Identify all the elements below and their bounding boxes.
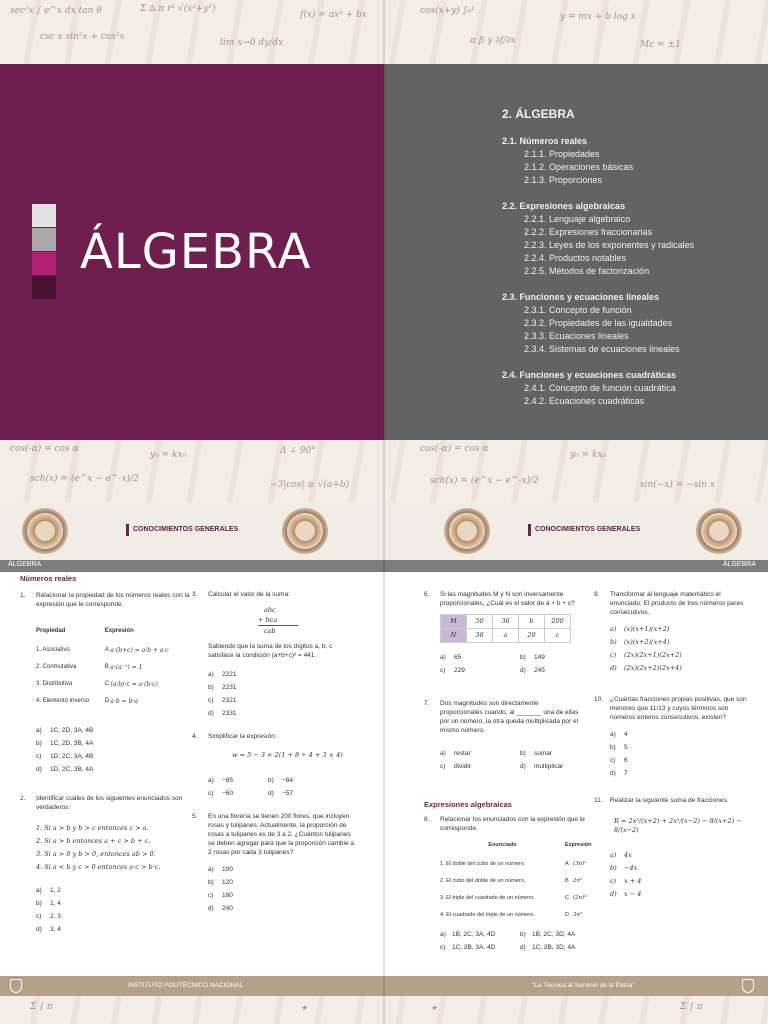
question-number: 7. (424, 700, 430, 707)
answer-option[interactable]: a) 2221 (208, 671, 237, 678)
question-7 (424, 699, 580, 771)
answer-option[interactable]: c) 1D, 2C, 3A, 4B (36, 753, 94, 760)
table-row (36, 693, 186, 710)
answer-option[interactable]: d) 7 (610, 770, 628, 777)
toc-item[interactable]: 2.3.1. Concepto de función (524, 305, 632, 315)
question-number: 2. (20, 795, 26, 802)
table-cell: N (441, 629, 467, 643)
table-row (440, 890, 600, 907)
table-row (441, 629, 571, 643)
answer-option[interactable]: d) 240 (208, 905, 233, 912)
answer-option[interactable]: d) 1D, 2C, 3B, 4A (36, 766, 94, 773)
toc-item[interactable]: 2.2.2. Expresiones fraccionarias (524, 227, 653, 237)
table-cell: b (519, 615, 545, 629)
section-name: ÁLGEBRA (8, 561, 42, 568)
left-exercise-page (0, 572, 384, 976)
table-cell: 36 (493, 615, 519, 629)
table-cell: C (104, 681, 110, 687)
table-cell: 3. El triple del cuadrado de un número. (440, 895, 535, 901)
left-section-bar (0, 560, 384, 572)
toc-section[interactable]: 2.1. Números reales (502, 136, 588, 146)
toc-section[interactable]: 2.3. Funciones y ecuaciones lineales (502, 292, 660, 302)
table-of-contents-page (384, 64, 768, 440)
table-cell: 3. Distributiva (36, 681, 73, 687)
answer-option[interactable]: b) sumar (520, 750, 553, 757)
table-cell: A (564, 861, 569, 867)
answer-option[interactable]: b) 1, 4 (36, 900, 61, 907)
answer-option[interactable]: a) 4x (610, 851, 632, 859)
toc-section[interactable]: 2.4. Funciones y ecuaciones cuadráticas (502, 370, 677, 380)
question-number: 8. (424, 816, 430, 823)
shield-icon (742, 979, 754, 993)
column-header: Enunciado (488, 842, 517, 848)
column-header: Expresión (104, 628, 134, 634)
toc-item[interactable]: 2.2.1. Lenguaje algebraico (524, 214, 631, 224)
math-pattern-middle: cos(-α) = cos α y₀ = kx₀ Δ ∠ 90° cos(-α) = cos α y₀ = kx₀ sch(x) = (e^x − e^-x)/2 −3|cos| ≥ √(a+b) sch(x) = (e^x − e^-x)/2 sin(−x) = −sin x (0, 440, 768, 502)
answer-option[interactable]: d) 2331 (208, 710, 237, 717)
table-cell: 2. Conmutativa (36, 664, 77, 670)
answer-option[interactable]: b) 1C, 2D, 3B, 4A (36, 740, 94, 747)
table-cell: 36 (467, 629, 493, 643)
question-text: Relacionar los enunciados con la expresión que le corresponde. (440, 816, 585, 832)
answer-option[interactable]: b) (x)(x+2)(x+4) (610, 638, 670, 646)
answer-option[interactable]: a) 100 (208, 866, 233, 873)
table-cell: 20 (519, 629, 545, 643)
table-cell: 50 (467, 615, 493, 629)
expression: R = 2x²/(x+2) + 2x²/(x−2) − 8/(x+2) − 8/(x−2) (614, 817, 742, 834)
toc-item[interactable]: 2.2.4. Productos notables (524, 253, 627, 263)
color-bar (32, 228, 56, 251)
sum-line: abc (264, 606, 276, 614)
table-cell: (a·b)·c = a·(b·c) (110, 681, 158, 688)
toc-item[interactable]: 2.1.1. Propiedades (524, 149, 600, 159)
left-footer (0, 976, 384, 996)
answer-option[interactable]: b) 120 (208, 879, 233, 886)
medallion-icon (22, 508, 68, 554)
question-number: 4. (192, 733, 198, 740)
match-table (36, 627, 186, 710)
answer-option[interactable]: a) (x)(x+1)(x+2) (610, 625, 670, 633)
table-cell: M (441, 615, 467, 629)
answer-option[interactable]: d) −57 (268, 790, 294, 797)
answer-option[interactable]: a) 1, 2 (36, 887, 61, 894)
sum-line: cab (258, 625, 298, 636)
table-cell: a·b = b·a (110, 698, 138, 705)
right-section-bar (384, 560, 768, 572)
math-pattern-top: sec²x ∫ e^x dx tan θ Σ ∆ π r² √(x²+y²) f(x) = ax² + bx cos(x+y) ∫₀¹ y = mx + b log x csc x sin²x + cos²x lim x→0 dy/dx α β γ ∂f/∂x Mc = ±1 (0, 0, 768, 64)
question-10 (594, 695, 750, 778)
table-cell: A (104, 647, 109, 653)
answer-option[interactable]: b) 2231 (208, 684, 237, 691)
table-cell: a (493, 629, 519, 643)
color-bar (32, 252, 56, 275)
answer-option[interactable]: c) dividir (440, 763, 471, 770)
table-cell: 1. El doble del cubo de un número. (440, 861, 526, 867)
section-heading: Expresiones algebraicas (424, 800, 512, 809)
table-row (441, 615, 571, 629)
answer-option[interactable]: c) 2321 (208, 697, 237, 704)
column-header: Expresión (564, 842, 592, 848)
table-cell: D (104, 698, 110, 704)
proportion-table (440, 614, 571, 643)
question-number: 10. (594, 696, 604, 703)
toc-item[interactable]: 2.4.2. Ecuaciones cuadráticas (524, 396, 645, 406)
color-bar (32, 204, 56, 227)
answer-option[interactable]: c) 229 (440, 667, 465, 674)
footer-text: "La Técnica al Servicio de la Patria" (532, 982, 635, 989)
answer-option[interactable]: c) −60 (208, 790, 234, 797)
cover-page (0, 64, 384, 440)
table-cell: 3n² (572, 912, 583, 918)
answer-option[interactable]: c) 2, 3 (36, 913, 61, 920)
shield-icon (10, 979, 22, 993)
answer-option[interactable]: a) 4 (610, 731, 628, 738)
toc-item[interactable]: 2.1.3. Proporciones (524, 175, 603, 185)
header-label: CONOCIMIENTOS GENERALES (535, 526, 641, 533)
toc-item[interactable]: 2.4.1. Concepto de función cuadrática (524, 383, 676, 393)
table-cell: 2n³ (572, 878, 583, 884)
table-cell: c (545, 629, 571, 643)
cover-color-bars (32, 204, 56, 300)
question-text: En una florería se tienen 200 flores, que incluyen rosas y tulipanes. Actualmente, la proporción de rosas a tulipanes es de 3 a 2. ¿Cuántos tulipanes se deben agregar para que la proporción cambie a 2 rosas por cada 3 tulipanes? (208, 813, 354, 856)
answer-option[interactable]: a) 1B, 2C, 3A, 4D (440, 931, 496, 938)
toc-item[interactable]: 2.2.5. Métodos de factorización (524, 266, 650, 276)
question-text: Identificar cuáles de los siguientes enunciados son verdaderos: (36, 795, 183, 811)
table-cell: a·(a⁻¹) = 1 (110, 664, 143, 671)
left-page-header (0, 502, 384, 560)
table-cell: 1. Asociativo (36, 647, 70, 653)
answer-option[interactable]: a) restar (440, 750, 471, 757)
statement: 4. Si a < b y c > 0 entonces a·c > b·c. (36, 863, 161, 871)
table-cell: 4. Elemento inverso (36, 698, 90, 704)
question-5 (192, 812, 358, 913)
table-row (440, 873, 600, 890)
question-text: Calcular el valor de la suma: (208, 591, 291, 598)
section-heading: Números reales (20, 574, 77, 583)
question-number: 3. (192, 591, 198, 598)
table-cell: 2. El cubo del doble de un número. (440, 878, 526, 884)
right-exercise-page (384, 572, 768, 976)
table-cell: B (564, 878, 569, 884)
toc-item[interactable]: 2.3.4. Sistemas de ecuaciones lineales (524, 344, 680, 354)
toc-item[interactable]: 2.1.2. Operaciones básicas (524, 162, 634, 172)
color-bar (32, 276, 56, 299)
table-cell: (2n)³ (572, 895, 587, 901)
answer-option[interactable]: b) −84 (268, 777, 294, 784)
section-name: ÁLGEBRA (722, 561, 756, 568)
question-text: Transformar al lenguaje matemático el enunciado: El producto de tres números pares consecutivos. (610, 591, 744, 616)
answer-option[interactable]: d) 3, 4 (36, 926, 61, 933)
toc-item[interactable]: 2.2.3. Leyes de los exponentes y radicales (524, 240, 695, 250)
question-11 (594, 796, 750, 899)
answer-option[interactable]: d) multiplicar (520, 763, 564, 770)
statement: 3. Si a > 0 y b > 0, entonces ab > 0. (36, 850, 156, 858)
book-spine (383, 0, 385, 1024)
answer-option[interactable]: d) 1C, 2B, 3D, 4A (520, 944, 576, 951)
question-2 (20, 794, 190, 934)
question-9 (594, 590, 750, 673)
medallion-icon (444, 508, 490, 554)
table-row (440, 856, 600, 873)
answer-option[interactable]: a) 65 (440, 654, 462, 661)
answer-option[interactable]: c) (2x)(2x+1)(2x+2) (610, 651, 682, 659)
answer-option[interactable]: b) 1B, 2C, 3D, 4A (520, 931, 576, 938)
table-row (36, 676, 186, 693)
question-text: Simplificar la expresión: (208, 733, 277, 740)
expression: w = 5 − 3 × 2(1 + 8 ÷ 4 + 3 × 4) (232, 751, 343, 759)
answer-option[interactable]: d) (2x)(2x+2)(2x+4) (610, 664, 682, 672)
table-of-contents (502, 108, 694, 408)
footer-text: INSTITUTO POLITÉCNICO NACIONAL (128, 982, 244, 989)
question-text: Dos magnitudes son directamente proporcionales cuando, al _______ una de ellas por un número, la otra queda multiplicada por el mismo número. (440, 700, 579, 734)
table-cell: (3n)² (572, 861, 587, 867)
question-1 (20, 591, 190, 774)
question-text: ¿Cuántas fracciones propias positivas, que son menores que 11/13 y cuyos términos son números enteros consecutivos, existen? (610, 696, 747, 721)
question-3 (192, 590, 358, 718)
cover-title: ÁLGEBRA (80, 224, 312, 280)
answer-option[interactable]: c) 180 (208, 892, 233, 899)
right-footer (384, 976, 768, 996)
table-cell: D (564, 912, 569, 918)
answer-option[interactable]: c) 6 (610, 757, 628, 764)
question-number: 1. (20, 592, 26, 599)
toc-item[interactable]: 2.3.3. Ecuaciones lineales (524, 331, 629, 341)
answer-option[interactable]: d) x − 4 (610, 890, 642, 898)
toc-title: 2. ÁLGEBRA (502, 107, 575, 121)
question-text: Si las magnitudes M y N son inversamente proporcionales, ¿Cuál es el valor de a + b + c? (440, 591, 575, 607)
table-row (36, 659, 186, 676)
table-row (440, 907, 600, 924)
question-number: 6. (424, 591, 430, 598)
answer-option[interactable]: c) 1C, 2B, 3A, 4D (440, 944, 496, 951)
toc-item[interactable]: 2.3.2. Propiedades de las igualdades (524, 318, 673, 328)
answer-option[interactable]: a) −85 (208, 777, 234, 784)
statement: 1. Si a > b y b > c entonces c > a. (36, 824, 149, 832)
math-pattern-bottom: Σ ∫ π ✦ ✦ Σ ∫ π (0, 996, 768, 1024)
table-cell: a·(b+c) = a·b + a·c (110, 647, 169, 654)
question-4 (192, 732, 358, 798)
sum-line: + bca (258, 616, 278, 624)
question-text: Relacionar la propiedad de los números reales con la expresión que le corresponde. (36, 592, 190, 608)
header-label: CONOCIMIENTOS GENERALES (133, 526, 239, 533)
question-number: 11. (594, 797, 603, 804)
medallion-icon (282, 508, 328, 554)
answer-option[interactable]: a) 1C, 2D, 3A, 4B (36, 727, 94, 734)
medallion-icon (696, 508, 742, 554)
right-page-header (384, 502, 768, 560)
header-marker (126, 524, 129, 536)
question-condition: Sabiendo que la suma de los dígitos a, b, c satisface la condición (a+b+c)² = 441. (208, 643, 333, 659)
table-cell: 200 (545, 615, 571, 629)
question-text: Realizar la siguiente suma de fracciones. (610, 797, 729, 804)
table-cell: B (104, 664, 109, 670)
answer-option[interactable]: b) 149 (520, 654, 545, 661)
toc-section[interactable]: 2.2. Expresiones algebraicas (502, 201, 626, 211)
column-header: Propiedad (36, 628, 66, 634)
answer-option[interactable]: b) −4x (610, 864, 638, 872)
question-number: 5. (192, 813, 198, 820)
answer-option[interactable]: c) x + 4 (610, 877, 642, 885)
statement: 2. Si a > b entonces a + c > b + c. (36, 837, 151, 845)
table-cell: C (564, 895, 569, 901)
answer-option[interactable]: d) 245 (520, 667, 545, 674)
match-table (440, 841, 600, 924)
table-cell: 4. El cuadrado del triple de un número. (440, 912, 535, 918)
question-number: 9. (594, 591, 600, 598)
answer-option[interactable]: b) 5 (610, 744, 628, 751)
question-8 (424, 815, 594, 952)
question-6 (424, 590, 580, 675)
table-row (36, 642, 186, 659)
header-marker (528, 524, 531, 536)
